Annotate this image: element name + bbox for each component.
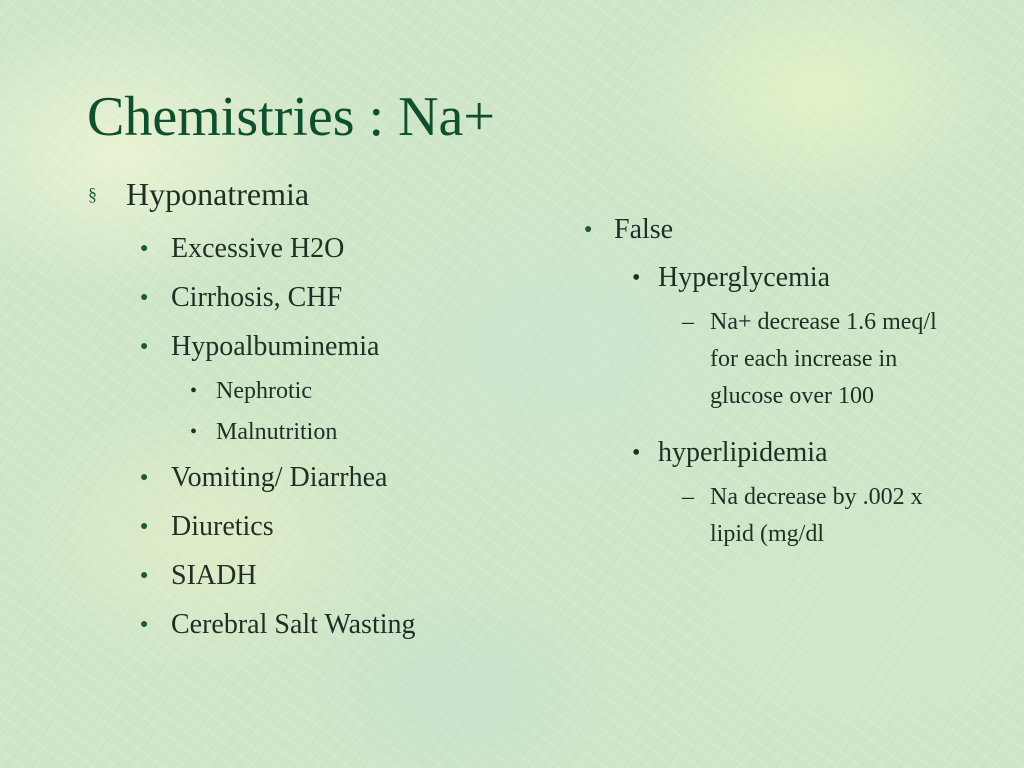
dash-bullet-icon: –	[682, 484, 694, 510]
sub-list-item	[88, 412, 558, 453]
list-item	[88, 322, 558, 371]
list-item-label: SIADH	[171, 560, 257, 591]
list-item	[88, 502, 558, 551]
small-bullet-icon: •	[190, 421, 198, 443]
list-item-label: Cirrhosis, CHF	[171, 282, 343, 313]
list-item	[88, 453, 558, 502]
list-item-false	[578, 208, 1008, 252]
dot-bullet-icon: ●	[584, 222, 593, 237]
dot-bullet-icon: ●	[140, 339, 149, 354]
square-bullet-icon: §	[88, 184, 97, 204]
dot-bullet-icon: ●	[140, 617, 149, 632]
list-item	[88, 600, 558, 649]
dot-bullet-icon: ●	[140, 290, 149, 305]
dot-bullet-icon: ●	[140, 568, 149, 583]
detail-text: Na+ decrease 1.6 meq/l for each increase in glucose over 100	[710, 309, 937, 409]
list-item	[88, 273, 558, 322]
small-bullet-icon: •	[632, 265, 641, 291]
dash-bullet-icon: –	[682, 309, 694, 335]
list-heading: False	[614, 214, 674, 245]
list-item-label: Cerebral Salt Wasting	[171, 609, 416, 640]
dot-bullet-icon: ●	[140, 470, 149, 485]
sub-list-item-label: Malnutrition	[216, 419, 338, 445]
list-item	[88, 551, 558, 600]
list-item-hyperglycemia	[578, 252, 1008, 304]
list-item-label: Vomiting/ Diarrhea	[171, 462, 388, 493]
list-item-hyponatremia	[88, 172, 558, 216]
list-item-label: Diuretics	[171, 511, 274, 542]
list-item-label: Hypoalbuminemia	[171, 331, 380, 362]
left-column	[88, 172, 558, 649]
list-item-label: Excessive H2O	[171, 233, 345, 264]
dot-bullet-icon: ●	[140, 241, 149, 256]
list-item-hyperlipidemia	[578, 427, 1008, 479]
list-heading: Hyponatremia	[126, 176, 310, 212]
dot-bullet-icon: ●	[140, 519, 149, 534]
detail-text: Na decrease by .002 x lipid (mg/dl	[710, 484, 923, 547]
detail-item	[578, 479, 1008, 553]
small-bullet-icon: •	[190, 380, 198, 402]
sub-list-item	[88, 371, 558, 412]
right-column	[578, 208, 1008, 565]
list-item-label: hyperlipidemia	[658, 437, 828, 468]
sub-list-item-label: Nephrotic	[216, 378, 312, 404]
slide-title: Chemistries : Na+	[87, 86, 495, 148]
small-bullet-icon: •	[632, 440, 641, 466]
detail-item	[578, 304, 1008, 415]
list-item-label: Hyperglycemia	[658, 262, 831, 293]
list-item	[88, 224, 558, 273]
